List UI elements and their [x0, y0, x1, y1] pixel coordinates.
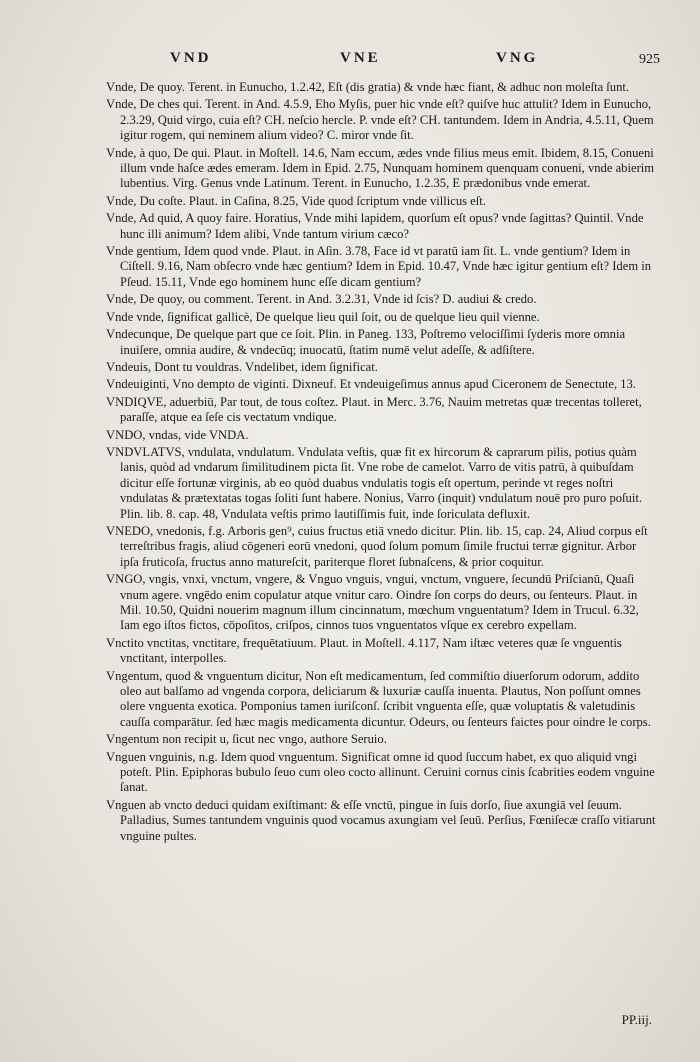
entry: VNDVLATVS, vndulata, vndulatum. Vndulata veſtis, quæ fit ex hircorum & caprarum pilis, potius quàm lanis, quòd ad vndarum ſimilitudinem picta ſit. Vne robe de camelot. Varro de vitis patrū, à quibuſdam dicitur eſſe fortunæ virginis, ab eo quòd duabus vndulatis togis eſt opertum, perinde vt reges noſtri vndulatas & prætextatas togas ſoliti ſunt habere. Nonius, Varro (inquit) vndulatum nouē pro puro poſuit. Plin. lib. 8. cap. 48, Vndulata veſtis primo lautiſſimis fuit, inde ſoriculata defluxit.: [106, 444, 642, 521]
entry: VNEDO, vnedonis, f.g. Arboris gen⁹, cuius fructus etiā vnedo dicitur. Plin. lib. 15, cap. 24, Aliud corpus eſt terreſtribus fragis, aliud cōgeneri eorū vnedoni, quod ſolum pomum ſimile fructui terræ gignitur. Arbor ipſa fruticoſa, fructus anno matureſcit, pariterque floret ſubnaſcens, & prior coquitur.: [106, 523, 648, 569]
header-word-right: VNG: [496, 50, 539, 66]
entry: Vnguen vnguinis, n.g. Idem quod vnguentum. Significat omne id quod ſuccum habet, ex quo aliquid vngi poteſt. Plin. Epiphoras bubulo ſeuo cum oleo cocto allinunt. Ceruini cornus cinis ſcabrities eodem vnguine ſanat.: [106, 749, 655, 795]
entry: Vngentum non recipit u, ſicut nec vngo, authore Seruio.: [106, 732, 387, 747]
entry: Vnde gentium, Idem quod vnde. Plaut. in Aſin. 3.78, Face id vt paratū iam ſit. L. vnde gentium? Idem in Ciſtell. 9.16, Nam obſecro vnde hæc gentium? Idem in Epid. 10.47, Vnde hæc igitur gentium eſt? Idem in Pſeud. 15.11, Vnde ego hominem hunc eſſe dicam gentium?: [106, 244, 652, 289]
page-number: 925: [639, 52, 660, 67]
entry: Vndeuiginti, Vno dempto de viginti. Dixneuf. Et vndeuigeſimus annus apud Ciceronem de Senectute, 13.: [106, 377, 637, 392]
running-header: [100, 50, 660, 72]
entry: VNDIQVE, aduerbiū, Par tout, de tous coſtez. Plaut. in Merc. 3.76, Nauim metretas quæ trecentas tolleret, paraſſe, atque ea ſeſe cis vectatum vndique.: [106, 394, 642, 425]
entry: Vnde vnde, ſignificat gallicè, De quelque lieu quil ſoit, ou de quelque lieu quil vienne.: [106, 309, 540, 324]
header-word-left: VND: [170, 50, 212, 66]
entry: VNDO, vndas, vide VNDA.: [106, 427, 249, 442]
entry: Vnde, Du coſte. Plaut. in Caſina, 8.25, Vide quod ſcriptum vnde villicus eſt.: [106, 193, 486, 208]
entry: Vnde, à quo, De qui. Plaut. in Moſtell. 14.6, Nam eccum, ædes vnde filius meus emit. Ibidem, 8.15, Conueni illum vnde haſce ædes emeram. Idem in Epid. 2.75, Nunquam hominem quenquam conueni, vnde abierim lubentius. Virg. Genus vnde Latinum. Terent. in Eunucho, 1.2.35, E prædonibus vnde emerat.: [106, 145, 655, 191]
entry: Vnde, De quoy, ou comment. Terent. in And. 3.2.31, Vnde id ſcis? D. audiui & credo.: [106, 292, 537, 307]
entry: Vnguen ab vncto deduci quidam exiſtimant: & eſſe vnctū, pingue in ſuis dorſo, ſiue axungiā vel ſeuum. Palladius, Sumes tantundem vnguinis quod vocamus axungiam vel ſeuū. Perſius, Fœniſecæ craſſo vitiarunt vnguine pultes.: [106, 797, 656, 843]
signature-mark: PP.iij.: [621, 1012, 652, 1027]
header-word-center: VNE: [340, 50, 381, 66]
entry: Vnde, De quoy. Terent. in Eunucho, 1.2.42, Eſt (dis gratia) & vnde hæc fiant, & adhuc non moleſta ſunt.: [106, 80, 630, 94]
entry: Vndeuis, Dont tu vouldras. Vndelibet, idem ſignificat.: [106, 359, 378, 374]
entry: Vndecunque, De quelque part que ce ſoit. Plin. in Paneg. 133, Poſtremo velociſſimi ſyderis more omnia inuiſere, omnia audire, & vndecūq; inuocatū, ſtatim numē velut adeſſe, & adſiſtere.: [106, 327, 626, 357]
entry: Vnde, De ches qui. Terent. in And. 4.5.9, Eho Myſis, puer hic vnde eſt? quiſve huc attulit? Idem in Eunucho, 2.3.29, Quid virgo, cuia eſt? CH. neſcio hercle. P. vnde eſt? CH. tantundem. Idem in Andria, 4.5.11, Quem igitur rogem, qui neminem alium video? C. miror vnde ſit.: [106, 97, 654, 143]
entry: Vnde, Ad quid, A quoy faire. Horatius, Vnde mihi lapidem, quorſum eſt opus? vnde ſagittas? Quintil. Vnde hunc illi animum? Idem alibi, Vnde tantum virium cæco?: [106, 211, 644, 241]
dictionary-entries: [106, 80, 658, 846]
entry: Vnctito vnctitas, vnctitare, frequētatiuum. Plaut. in Moſtell. 4.117, Nam iſtæc veteres quæ ſe vnguentis vnctitant, interpolles.: [106, 635, 622, 666]
entry: VNGO, vngis, vnxi, vnctum, vngere, & Vnguo vnguis, vngui, vnctum, vnguere, ſecundū Priſcianū, Quaſi vnum agere. vngēdo enim copulatur atque vnitur caro. Oindre ſon corps do deurs, ou ſenteurs. Plaut. in Mil. 10.50, Quidni nouerim magnum illum cincinnatum, mœchum vnguentatum? Idem in Trucul. 6.32, Iam ego iſtos fictos, cōpoſitos, criſpos, cinnos tuos vnguentatos vſque ex cerebro expellam.: [106, 572, 639, 633]
entry: Vngentum, quod & vnguentum dicitur, Non eſt medicamentum, ſed commiſtio diuerſorum odorum, addito oleo aut balſamo ad vngenda corpora, deliciarum & luxuriæ cauſſa inuenta. Plautus, Non poſſunt omnes olere vnguenta exotica. Pomponius tamen iuriſconſ. ſcribit vnguenta eſſe, quæ voluptatis & valetudinis cauſſa comparātur. ſed hæc magis medicamenta dicuntur. Odeurs, ou ſenteurs faictes pour oindre le corps.: [106, 668, 651, 729]
